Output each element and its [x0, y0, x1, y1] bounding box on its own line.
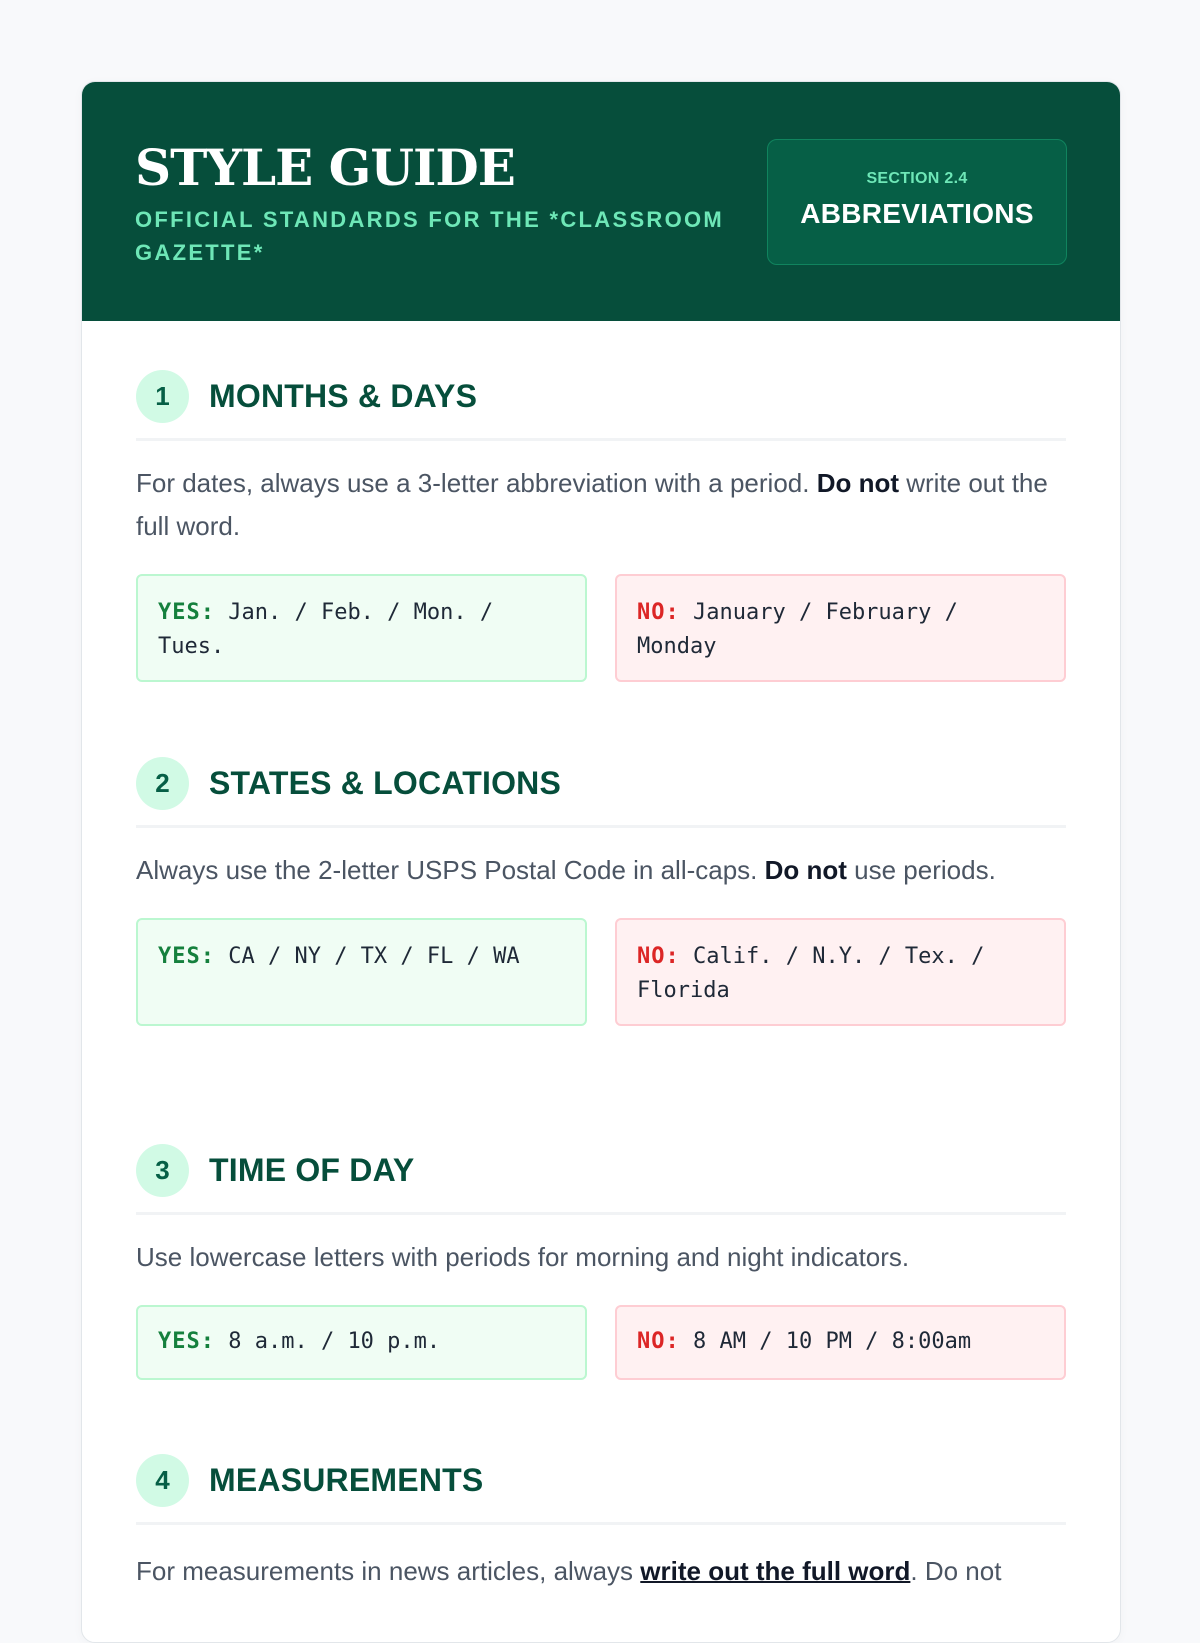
yes-example-text: CA / NY / TX / FL / WA — [228, 944, 520, 969]
section-badge — [767, 139, 1067, 265]
section-name: ABBREVIATIONS — [800, 198, 1034, 229]
section-number-badge: 2 — [136, 757, 189, 810]
section-description — [136, 462, 1066, 548]
no-label: NO: — [637, 944, 680, 969]
yes-example-box — [136, 574, 587, 682]
no-label: NO: — [637, 1329, 680, 1354]
section-measurements — [136, 1454, 1066, 1593]
yes-example-text: Jan. / Feb. / Mon. / Tues. — [158, 600, 494, 659]
description-text: For measurements in news articles, always — [136, 1556, 641, 1586]
section-title: TIME OF DAY — [209, 1152, 415, 1188]
section-description — [136, 1550, 1066, 1593]
description-emphasis: write out the full word — [640, 1556, 911, 1586]
no-example-text: 8 AM / 10 PM / 8:00am — [693, 1329, 972, 1354]
description-emphasis: Do not — [816, 468, 899, 498]
yes-example-box — [136, 1305, 587, 1380]
no-example-text: January / February / Monday — [637, 600, 958, 659]
yes-example-box — [136, 918, 587, 1026]
section-number-badge: 1 — [136, 370, 189, 423]
section-header — [136, 1454, 1066, 1525]
section-header — [136, 757, 1066, 828]
yes-label: YES: — [158, 600, 215, 625]
description-text: For dates, always use a 3-letter abbreviation with a period. — [136, 468, 817, 498]
description-text: use periods. — [846, 855, 996, 885]
description-text: write out the full word. — [136, 468, 1048, 541]
section-title: STATES & LOCATIONS — [209, 765, 562, 801]
no-example-box — [615, 1305, 1066, 1380]
section-description — [136, 849, 1066, 892]
page-subtitle: OFFICIAL STANDARDS FOR THE *CLASSROOM GAZETTE* — [135, 207, 725, 265]
section-header — [136, 370, 1066, 441]
examples-row — [136, 574, 1066, 682]
yes-label: YES: — [158, 944, 215, 969]
no-example-box — [615, 918, 1066, 1026]
section-title: MEASUREMENTS — [209, 1462, 484, 1498]
no-example-text: Calif. / N.Y. / Tex. / Florida — [637, 944, 985, 1003]
section-header — [136, 1144, 1066, 1215]
no-example-box — [615, 574, 1066, 682]
page-title: STYLE GUIDE — [135, 138, 515, 197]
yes-label: YES: — [158, 1329, 215, 1354]
yes-example-text: 8 a.m. / 10 p.m. — [228, 1329, 441, 1354]
description-text: . Do not — [910, 1556, 1002, 1586]
no-label: NO: — [637, 600, 680, 625]
section-number-label: SECTION 2.4 — [866, 170, 968, 187]
examples-row — [136, 918, 1066, 1026]
section-time-of-day — [136, 1144, 1066, 1380]
examples-row — [136, 1305, 1066, 1380]
section-states-locations — [136, 757, 1066, 1026]
header-banner — [82, 82, 1120, 321]
description-emphasis: Do not — [764, 855, 847, 885]
section-months-days — [136, 370, 1066, 682]
section-title: MONTHS & DAYS — [209, 378, 478, 414]
style-guide-card — [81, 81, 1121, 1643]
description-text: Always use the 2-letter USPS Postal Code in all-caps. — [136, 855, 765, 885]
section-number-badge: 3 — [136, 1144, 189, 1197]
section-description: Use lowercase letters with periods for morning and night indicators. — [136, 1242, 910, 1272]
section-number-badge: 4 — [136, 1454, 189, 1507]
